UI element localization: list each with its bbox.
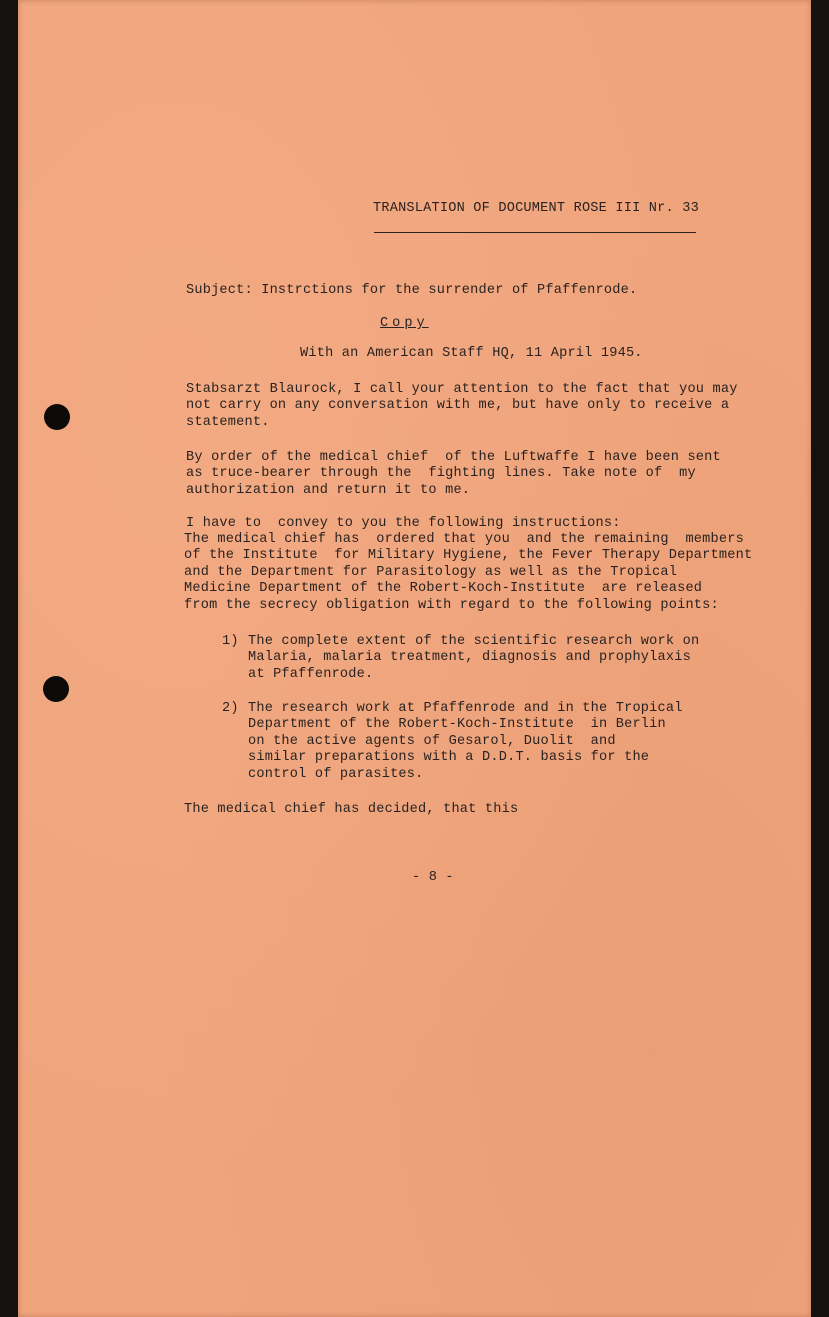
list-item-text: The research work at Pfaffenrode and in the Tropical Department of the Robert-Koch-Institute in Berlin on the active agents of Gesarol, Duolit and similar preparations with a D.D.T. basis for the control of parasites. [248, 701, 683, 782]
punch-hole-bottom [43, 676, 69, 702]
paragraph-secrecy-release: The medical chief has ordered that you and the remaining members of the Institute for Military Hygiene, the Fever Therapy Department and the Department for Parasitology as well as the Tropical Medicine Department of the Robert-Koch-Institute are released from the secrecy obligation with regard to the following points: [184, 532, 753, 613]
scan-border-right [811, 0, 829, 1317]
list-item-text: The complete extent of the scientific research work on Malaria, malaria treatment, diagnosis and prophylaxis at Pfaffenrode. [248, 634, 700, 682]
scan-border-left [0, 0, 18, 1317]
dateline: With an American Staff HQ, 11 April 1945. [300, 346, 643, 361]
paragraph-statement: Stabsarzt Blaurock, I call your attention to the fact that you may not carry on any conversation with me, but have only to receive a statement. [186, 382, 738, 430]
page-number: - 8 - [412, 870, 454, 885]
document-heading: TRANSLATION OF DOCUMENT ROSE III Nr. 33 [373, 201, 699, 216]
copy-label: Copy [380, 316, 429, 331]
paragraph-truce-bearer: By order of the medical chief of the Luftwaffe I have been sent as truce-bearer through the fighting lines. Take note of my authorization and return it to me. [186, 450, 721, 498]
heading-underline [374, 232, 696, 233]
list-item-number: 1) [222, 634, 239, 649]
punch-hole-top [44, 404, 70, 430]
subject-line: Subject: Instrctions for the surrender of Pfaffenrode. [186, 283, 638, 298]
paragraph-decision: The medical chief has decided, that this [184, 802, 519, 817]
list-item-number: 2) [222, 701, 239, 716]
paragraph-instructions-intro: I have to convey to you the following instructions: [186, 516, 621, 531]
